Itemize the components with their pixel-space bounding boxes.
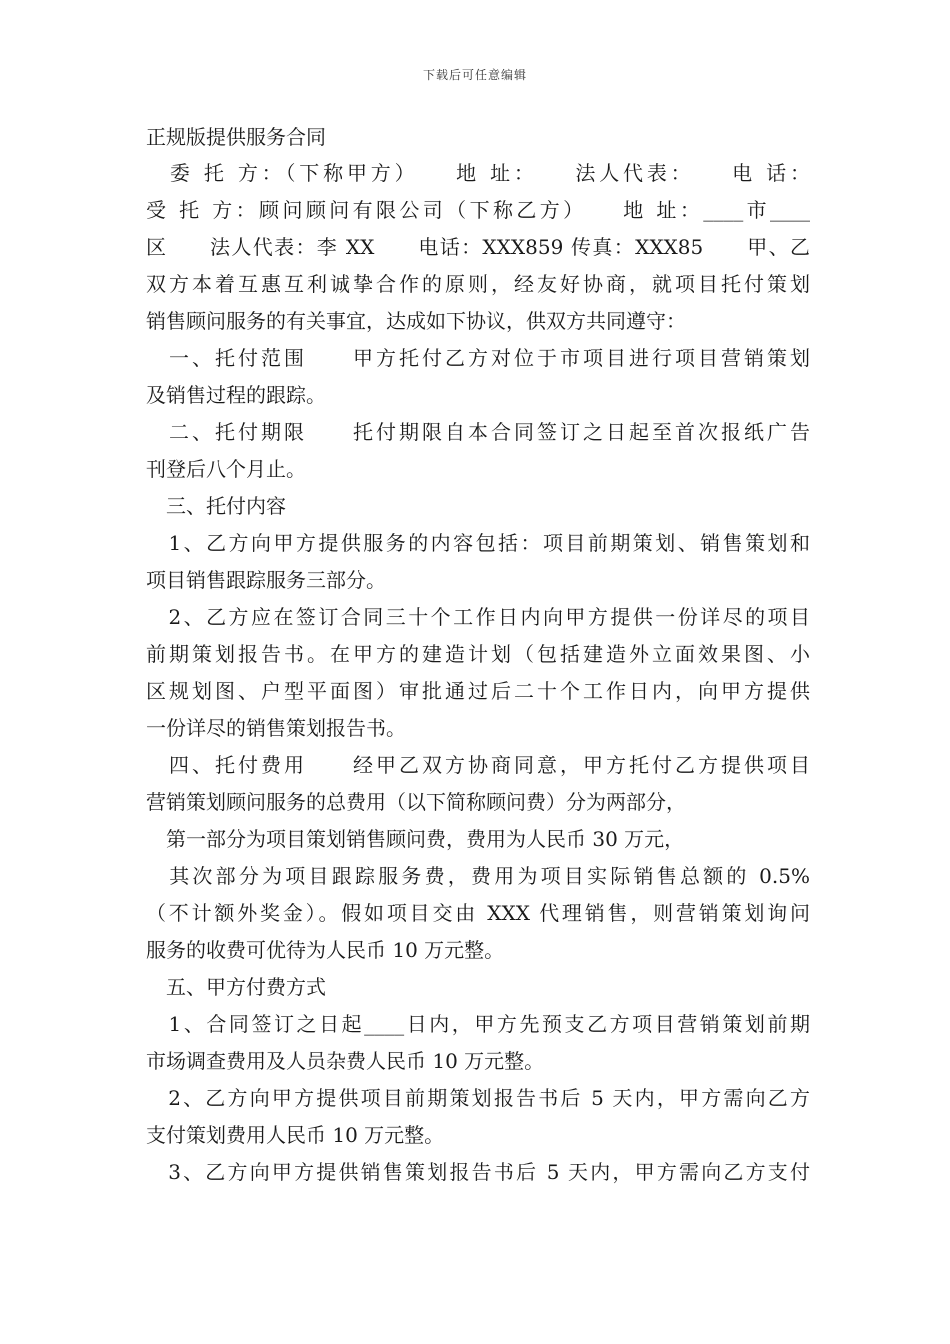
- body-line: 双方本着互惠互利诚挚合作的原则，经友好协商，就项目托付策划: [146, 272, 810, 296]
- section-heading: 三、托付内容: [146, 494, 286, 518]
- body-line: 刊登后八个月止。: [146, 457, 306, 481]
- body-line: 及销售过程的跟踪。: [146, 383, 326, 407]
- body-line: 营销策划顾问服务的总费用（以下简称顾问费）分为两部分，: [146, 790, 686, 814]
- section-heading: 五、甲方付费方式: [146, 975, 326, 999]
- body-line: 1、合同签订之日起____日内，甲方先预支乙方项目营销策划前期: [146, 1012, 810, 1036]
- body-line: 第一部分为项目策划销售顾问费，费用为人民币 30 万元，: [146, 827, 685, 851]
- body-line: 区规划图、户型平面图）审批通过后二十个工作日内，向甲方提供: [146, 679, 810, 703]
- body-line: 2、乙方应在签订合同三十个工作日内向甲方提供一份详尽的项目: [146, 605, 810, 629]
- body-line: 委 托 方：（下称甲方） 地 址： 法人代表： 电 话：: [146, 161, 810, 185]
- body-line: 支付策划费用人民币 10 万元整。: [146, 1123, 445, 1147]
- body-line: 服务的收费可优待为人民币 10 万元整。: [146, 938, 505, 962]
- body-line: 项目销售跟踪服务三部分。: [146, 568, 386, 592]
- body-line: 四、托付费用 经甲乙双方协商同意，甲方托付乙方提供项目: [146, 753, 810, 777]
- contract-body: [146, 155, 810, 1191]
- body-line: 其次部分为项目跟踪服务费，费用为项目实际销售总额的 0.5%: [146, 864, 810, 888]
- body-line: 市场调查费用及人员杂费人民币 10 万元整。: [146, 1049, 545, 1073]
- body-line: 区 法人代表：李 XX 电话：XXX859 传真：XXX85 甲、乙: [146, 235, 810, 259]
- header-note: 下载后可任意编辑: [422, 68, 527, 82]
- body-line: （不计额外奖金）。假如项目交由 XXX 代理销售，则营销策划询问: [146, 901, 810, 925]
- body-line: 前期策划报告书。在甲方的建造计划（包括建造外立面效果图、小: [146, 642, 810, 666]
- body-line: 受 托 方：顾问顾问有限公司（下称乙方） 地 址：____市____: [146, 198, 810, 222]
- body-line: 一份详尽的销售策划报告书。: [146, 716, 406, 740]
- body-line: 销售顾问服务的有关事宜，达成如下协议，供双方共同遵守：: [146, 309, 686, 333]
- body-line: 2、乙方向甲方提供项目前期策划报告书后 5 天内，甲方需向乙方: [146, 1086, 810, 1110]
- document-title: 正规版提供服务合同: [146, 125, 326, 149]
- body-line: 1、乙方向甲方提供服务的内容包括：项目前期策划、销售策划和: [146, 531, 810, 555]
- body-line: 一、托付范围 甲方托付乙方对位于市项目进行项目营销策划: [146, 346, 810, 370]
- body-line: 二、托付期限 托付期限自本合同签订之日起至首次报纸广告: [146, 420, 810, 444]
- body-line: 3、乙方向甲方提供销售策划报告书后 5 天内，甲方需向乙方支付: [146, 1160, 810, 1184]
